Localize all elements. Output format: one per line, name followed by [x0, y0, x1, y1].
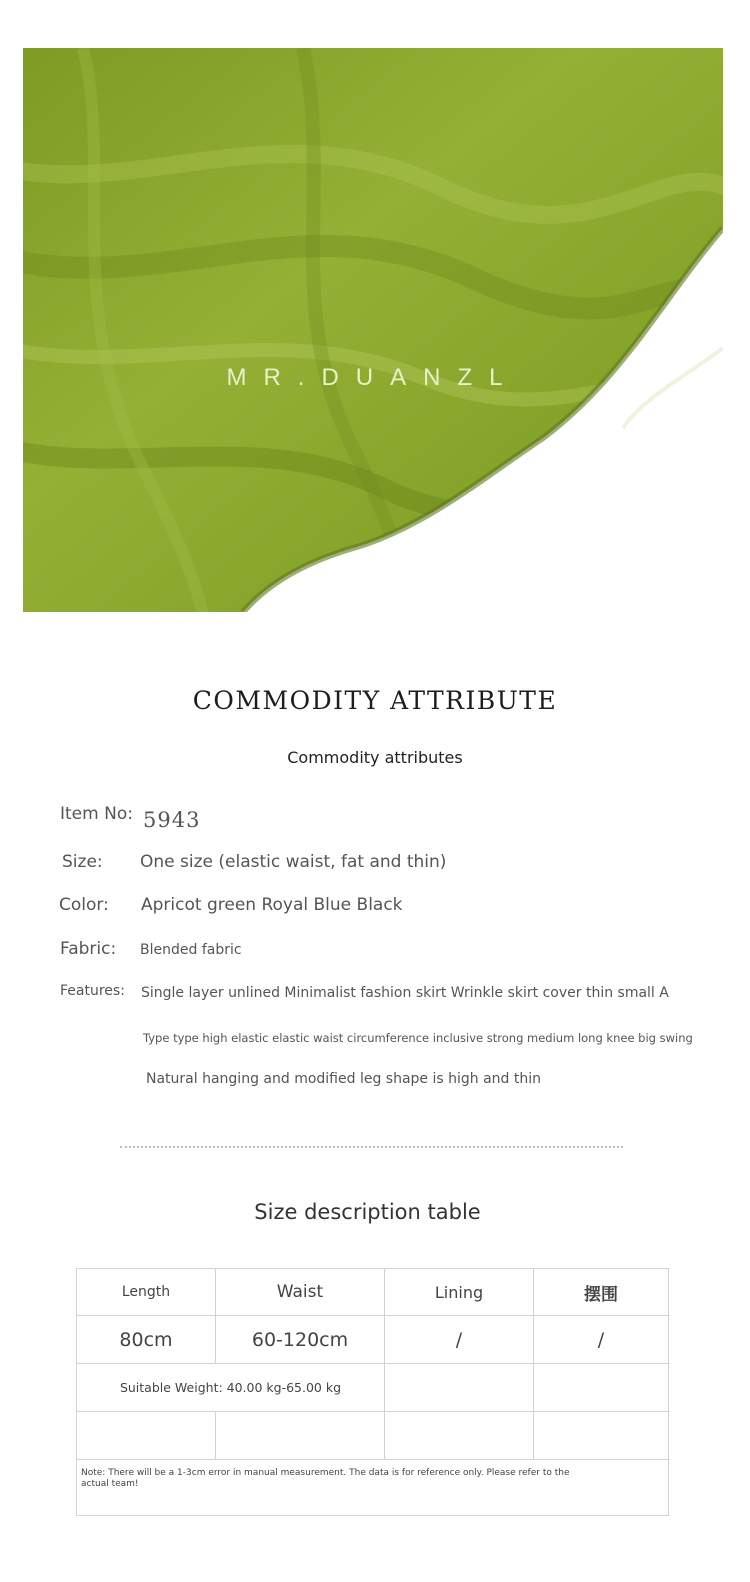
- product-fabric-photo: [23, 48, 723, 612]
- table-cell-empty: [534, 1364, 669, 1412]
- item-no-value: 5943: [143, 808, 201, 832]
- size-table-title: Size description table: [254, 1200, 481, 1224]
- features-label: Features:: [60, 983, 125, 999]
- section-subtitle: Commodity attributes: [287, 748, 463, 767]
- section-title: COMMODITY ATTRIBUTE: [192, 686, 558, 715]
- brand-watermark: MR.DUANZL: [226, 364, 520, 391]
- table-cell-empty: [77, 1412, 216, 1460]
- value-lining: /: [385, 1316, 534, 1364]
- features-line-3: Natural hanging and modified leg shape is high and thin: [146, 1071, 541, 1087]
- table-row: [77, 1364, 669, 1412]
- fabric-value: Blended fabric: [140, 942, 242, 958]
- table-note-row: [77, 1460, 669, 1516]
- table-cell-empty: [385, 1412, 534, 1460]
- header-length: Length: [77, 1269, 216, 1316]
- measurement-note: [77, 1460, 669, 1516]
- item-no-label: Item No:: [60, 804, 133, 824]
- header-hem: 摆围: [534, 1269, 669, 1316]
- size-value: One size (elastic waist, fat and thin): [140, 852, 447, 872]
- table-cell-empty: [216, 1412, 385, 1460]
- features-line-2: Type type high elastic elastic waist circumference inclusive strong medium long knee big swing: [143, 1031, 693, 1045]
- dotted-divider: [120, 1146, 623, 1148]
- value-hem: /: [534, 1316, 669, 1364]
- measurement-note-text: Note: There will be a 1-3cm error in manual measurement. The data is for reference only. Please refer to the actual team!: [81, 1468, 570, 1489]
- green-fabric-image: [23, 48, 723, 612]
- table-row: [77, 1316, 669, 1364]
- fabric-label: Fabric:: [60, 939, 117, 959]
- value-length: 80cm: [77, 1316, 216, 1364]
- size-table: [76, 1268, 669, 1516]
- table-cell-empty: [534, 1412, 669, 1460]
- size-label: Size:: [62, 852, 103, 872]
- suitable-weight: Suitable Weight: 40.00 kg-65.00 kg: [77, 1364, 385, 1412]
- value-waist: 60-120cm: [216, 1316, 385, 1364]
- header-waist: Waist: [216, 1269, 385, 1316]
- table-header-row: [77, 1269, 669, 1316]
- table-cell-empty: [385, 1364, 534, 1412]
- table-row: [77, 1412, 669, 1460]
- color-value: Apricot green Royal Blue Black: [141, 895, 403, 915]
- color-label: Color:: [59, 895, 109, 915]
- features-line-1: Single layer unlined Minimalist fashion skirt Wrinkle skirt cover thin small A: [141, 985, 669, 1001]
- header-lining: Lining: [385, 1269, 534, 1316]
